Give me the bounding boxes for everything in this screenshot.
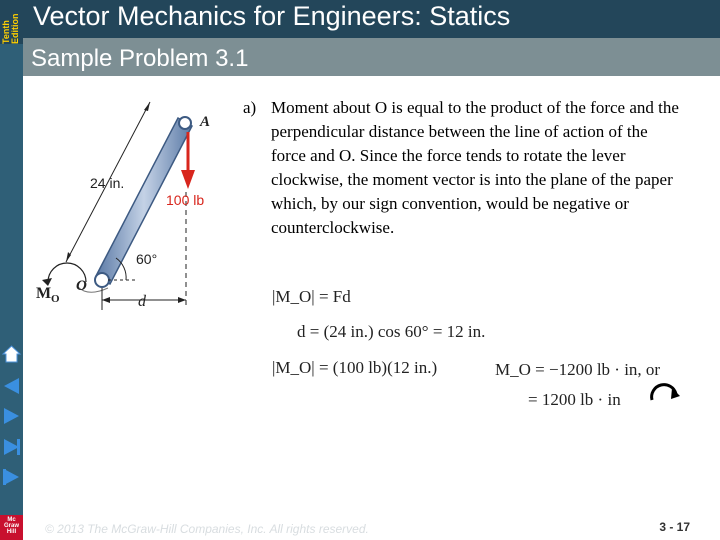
sidebar bbox=[0, 0, 23, 540]
edition-text: Tenth Edition bbox=[1, 13, 20, 44]
copyright: © 2013 The McGraw-Hill Companies, Inc. All rights reserved. bbox=[45, 522, 369, 536]
label-A: A bbox=[200, 114, 211, 130]
last-icon[interactable] bbox=[1, 466, 22, 488]
subtitle-bar bbox=[23, 38, 720, 76]
equation-4: M_O = −1200 lb · in, or bbox=[495, 360, 661, 379]
equation-5: = 1200 lb · in bbox=[528, 390, 621, 409]
mcgraw-hill-logo: Mc Graw Hill bbox=[0, 515, 23, 540]
page-title: Vector Mechanics for Engineers: Statics bbox=[33, 1, 511, 31]
first-icon[interactable] bbox=[1, 436, 22, 458]
pin-O bbox=[95, 273, 109, 287]
home-icon[interactable] bbox=[1, 343, 22, 365]
equation-2: d = (24 in.) cos 60° = 12 in. bbox=[297, 322, 486, 341]
page-number: 3 - 17 bbox=[659, 520, 690, 534]
title-bar bbox=[23, 0, 720, 38]
distance-label: d bbox=[138, 293, 146, 310]
lever-figure bbox=[28, 92, 228, 312]
length-label: 24 in. bbox=[90, 175, 125, 191]
force-label: 100 lb bbox=[166, 192, 205, 208]
explanation-text: Moment about O is equal to the product of the force and the perpendicular distance between the line of action of the force and O. Since the force tends to rotate the lever clockwise, the moment vector is into the plane of the paper which, by our sign convention, would be negative or counterclockwise. bbox=[271, 98, 679, 237]
previous-icon[interactable] bbox=[1, 375, 22, 397]
moment-sub: O bbox=[51, 293, 60, 305]
pin-A bbox=[179, 117, 191, 129]
label-O: O bbox=[76, 278, 87, 294]
moment-label: M bbox=[36, 285, 52, 302]
clockwise-arrow-icon bbox=[648, 380, 682, 404]
item-label: a) bbox=[243, 98, 257, 117]
force-arrow-head bbox=[181, 170, 195, 189]
edition-badge bbox=[0, 0, 23, 44]
equation-1: |M_O| = Fd bbox=[272, 287, 351, 306]
angle-label: 60° bbox=[136, 251, 158, 267]
next-icon[interactable] bbox=[1, 405, 22, 427]
equation-3: |M_O| = (100 lb)(12 in.) bbox=[272, 358, 438, 377]
explanation-block bbox=[243, 96, 683, 240]
page-subtitle: Sample Problem 3.1 bbox=[31, 45, 249, 72]
